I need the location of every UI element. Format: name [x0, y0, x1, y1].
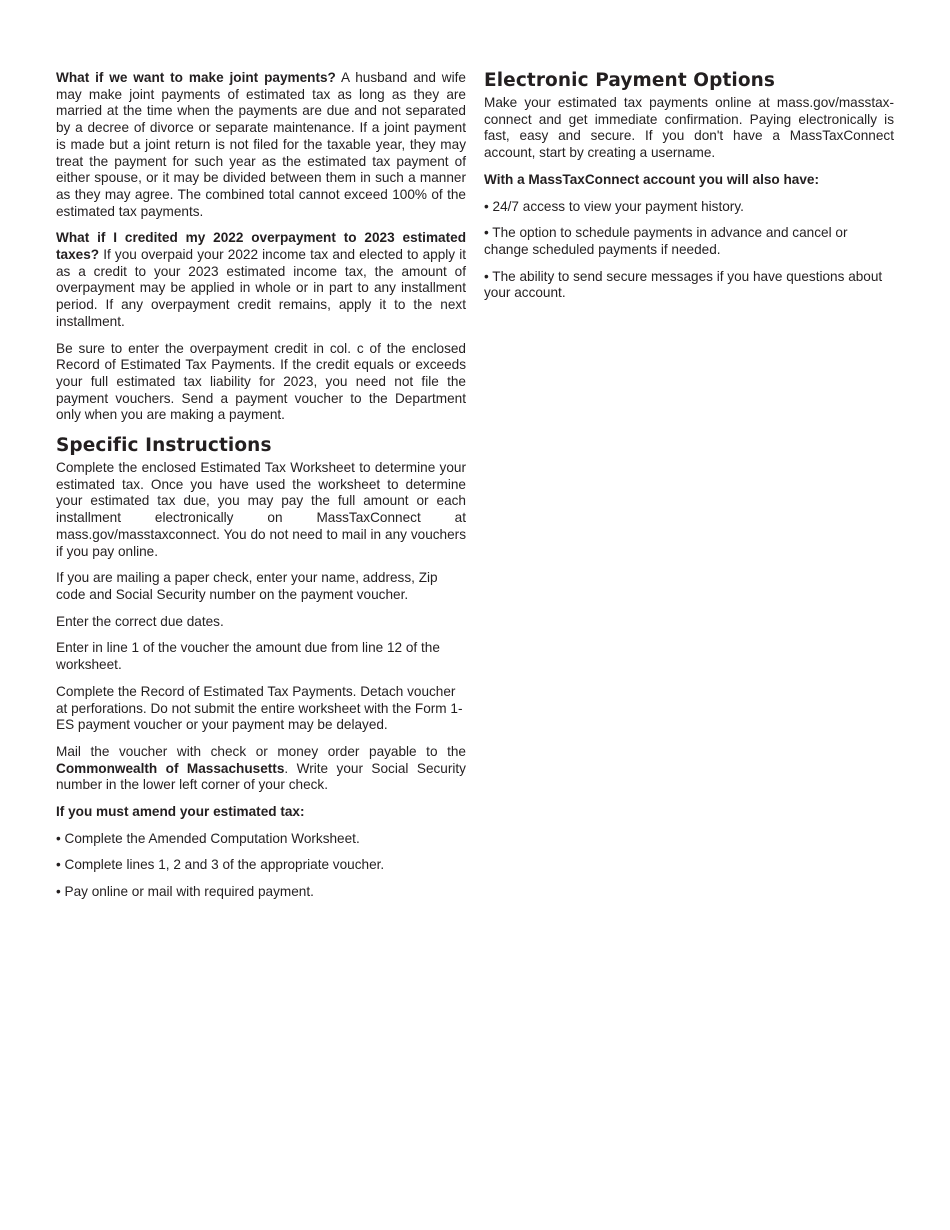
account-benefits-heading: With a MassTaxConnect account you will also have:: [484, 171, 820, 187]
joint-payments-body: A husband and wife may make joint payments of estimated tax as long as they are married at the time when the payments are due and not separated by a decree of divorce or separate maintenance. If a joint payment is made but a joint return is not filed for the taxable year, they may treat the payment for such year as the estimated tax payment of either spouse, or it may be divided between them in such a manner as they may agree. The combined total cannot exceed 100% of the estimated tax payments.: [56, 70, 466, 219]
mail-voucher-paragraph: [56, 744, 466, 794]
specific-instructions-paragraph-5: Complete the Record of Estimated Tax Payments. Detach voucher at perforations. Do not submit the entire worksheet with the Form 1-ES payment voucher or your payment may be delayed.: [56, 683, 463, 733]
specific-instructions-paragraph-2: If you are mailing a paper check, enter your name, address, Zip code and Social Security number on the payment voucher.: [56, 570, 438, 602]
joint-payments-paragraph: [56, 70, 466, 220]
amend-heading: If you must amend your estimated tax:: [56, 804, 305, 820]
overpayment-credit-paragraph: Be sure to enter the overpayment credit in col. c of the enclosed Record of Estimated Tax Payments. If the credit equals or exceeds your full estimated tax liability for 2023, you need not file the payment vouchers. Send a payment voucher to the Department only when you are making a payment.: [56, 340, 466, 423]
specific-instructions-heading: Specific Instructions: [56, 435, 272, 457]
amend-item: • Complete lines 1, 2 and 3 of the appropriate voucher.: [56, 857, 385, 873]
joint-payments-question: What if we want to make joint payments?: [56, 70, 336, 85]
account-benefit-item: • The option to schedule payments in advance and cancel or change scheduled payments if needed.: [484, 225, 848, 257]
left-column: [56, 70, 466, 911]
mail-voucher-post: . Write your Social Security number in the lower left corner of your check.: [56, 760, 466, 793]
electronic-payment-intro: Make your estimated tax payments online at mass.gov/masstax-connect and get immediate confirmation. Paying electronically is fast, easy and secure. If you don't have a MassTaxConnect account, start by creating a username.: [484, 95, 894, 161]
overpayment-question: What if I credited my 2022 overpayment to 2023 estimated taxes?: [56, 230, 466, 263]
mail-voucher-pre: Mail the voucher with check or money order payable to the: [56, 743, 466, 759]
electronic-payment-heading: Electronic Payment Options: [484, 70, 776, 91]
overpayment-body: If you overpaid your 2022 income tax and elected to apply it as a credit to your 2023 estimated income tax, the amount of overpayment may be applied in whole or in part to any installment period. If any overpayment credit remains, apply it to the next installment.: [56, 247, 467, 329]
account-benefit-item: • The ability to send secure messages if you have questions about your account.: [484, 268, 883, 301]
right-column: [484, 70, 894, 312]
amend-item: • Pay online or mail with required payment.: [56, 884, 314, 900]
account-benefit-item: • 24/7 access to view your payment history.: [484, 198, 744, 214]
mail-voucher-payee: Commonwealth of Massachusetts: [56, 760, 285, 776]
specific-instructions-paragraph-1: Complete the enclosed Estimated Tax Worksheet to determine your estimated tax. Once you have used the worksheet to determine your estimated tax due, you may pay the full amount or each installment electronically on MassTaxConnect at mass.gov/masstaxconnect. You do not need to mail in any vouchers if you pay online.: [56, 460, 466, 559]
overpayment-paragraph: [56, 230, 466, 330]
amend-item: • Complete the Amended Computation Worksheet.: [56, 830, 360, 846]
specific-instructions-paragraph-3: Enter the correct due dates.: [56, 613, 224, 629]
specific-instructions-paragraph-4: Enter in line 1 of the voucher the amount due from line 12 of the worksheet.: [56, 640, 440, 673]
